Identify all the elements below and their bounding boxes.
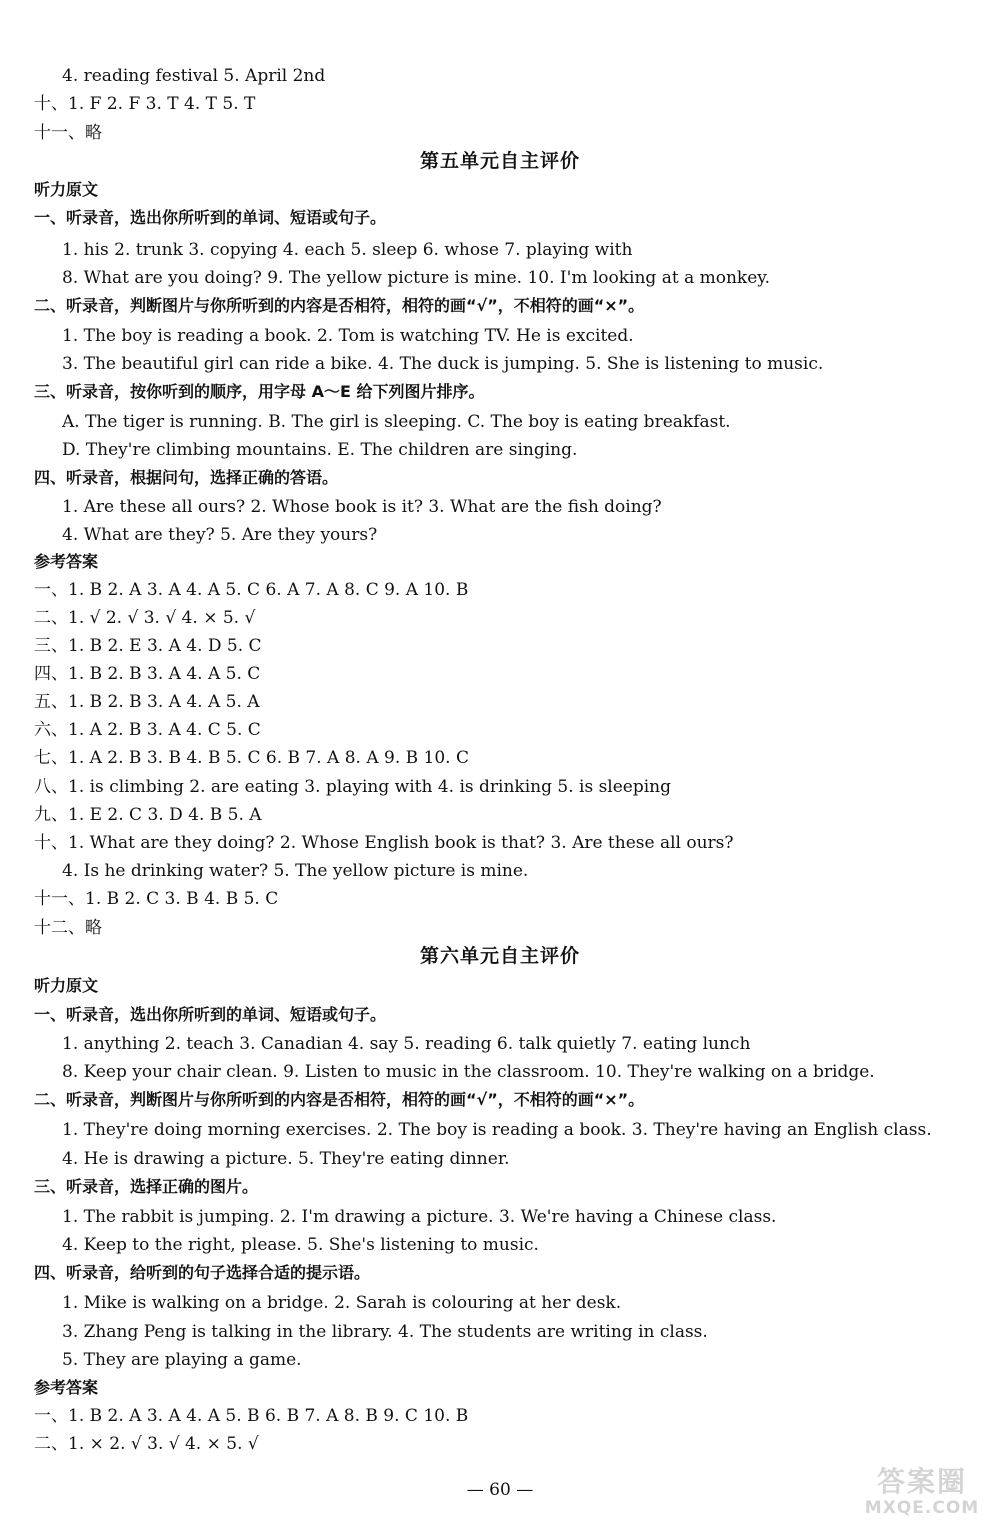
section-heading: 听力原文 (34, 976, 99, 995)
script-line: D. They're climbing mountains. E. The children are singing. (62, 440, 578, 460)
answer-line: 五、1. B 2. B 3. A 4. A 5. A (34, 692, 260, 712)
script-line: 1. They're doing morning exercises. 2. The boy is reading a book. 3. They're having an English class. (62, 1120, 932, 1140)
answer-line: 十一、略 (34, 123, 102, 143)
answer-line: 六、1. A 2. B 3. A 4. C 5. C (34, 720, 261, 740)
section-heading: 二、听录音，判断图片与你所听到的内容是否相符，相符的画“√”，不相符的画“×”。 (34, 1090, 645, 1109)
answer-line: 十二、略 (34, 918, 102, 938)
answer-line: 十一、1. B 2. C 3. B 4. B 5. C (34, 889, 279, 909)
section-heading: 四、听录音，根据问句，选择正确的答语。 (34, 468, 339, 487)
answer-line: 一、1. B 2. A 3. A 4. A 5. B 6. B 7. A 8. B 9. C 10. B (34, 1406, 469, 1426)
section-heading: 参考答案 (34, 552, 99, 571)
script-line: A. The tiger is running. B. The girl is sleeping. C. The boy is eating breakfast. (62, 412, 731, 432)
script-line: 5. They are playing a game. (62, 1350, 302, 1370)
script-line: 3. The beautiful girl can ride a bike. 4. The duck is jumping. 5. She is listening to music. (62, 354, 824, 374)
script-line: 4. Keep to the right, please. 5. She's listening to music. (62, 1235, 539, 1255)
script-line: 4. What are they? 5. Are they yours? (62, 525, 378, 545)
section-heading: 二、听录音，判断图片与你所听到的内容是否相符，相符的画“√”，不相符的画“×”。 (34, 296, 645, 315)
script-line: 1. Mike is walking on a bridge. 2. Sarah is colouring at her desk. (62, 1293, 622, 1313)
section-heading: 三、听录音，按你听到的顺序，用字母 A～E 给下列图片排序。 (34, 382, 485, 401)
script-line: 1. The rabbit is jumping. 2. I'm drawing a picture. 3. We're having a Chinese class. (62, 1207, 777, 1227)
section-heading: 参考答案 (34, 1378, 99, 1397)
section-heading: 一、听录音，选出你所听到的单词、短语或句子。 (34, 1005, 387, 1024)
script-line: 1. his 2. trunk 3. copying 4. each 5. sleep 6. whose 7. playing with (62, 240, 633, 260)
script-line: 1. Are these all ours? 2. Whose book is it? 3. What are the fish doing? (62, 497, 662, 517)
answer-line: 九、1. E 2. C 3. D 4. B 5. A (34, 805, 262, 825)
answer-line: 十、1. What are they doing? 2. Whose English book is that? 3. Are these all ours? (34, 833, 734, 853)
script-line: 8. What are you doing? 9. The yellow picture is mine. 10. I'm looking at a monkey. (62, 268, 771, 288)
answer-line: 二、1. √ 2. √ 3. √ 4. × 5. √ (34, 608, 256, 628)
section-heading: 四、听录音，给听到的句子选择合适的提示语。 (34, 1263, 371, 1282)
script-line: 4. reading festival 5. April 2nd (62, 66, 326, 86)
script-line: 8. Keep your chair clean. 9. Listen to music in the classroom. 10. They're walking on a bridge. (62, 1062, 875, 1082)
script-line: 4. He is drawing a picture. 5. They're eating dinner. (62, 1149, 510, 1169)
answer-line: 八、1. is climbing 2. are eating 3. playing with 4. is drinking 5. is sleeping (34, 777, 672, 797)
watermark-url: MXQE.COM (864, 1498, 980, 1518)
section-heading: 一、听录音，选出你所听到的单词、短语或句子。 (34, 208, 387, 227)
answer-line: 一、1. B 2. A 3. A 4. A 5. C 6. A 7. A 8. C 9. A 10. B (34, 580, 469, 600)
section-title: 第六单元自主评价 (419, 945, 580, 967)
script-line: 1. anything 2. teach 3. Canadian 4. say 5. reading 6. talk quietly 7. eating lunch (62, 1034, 751, 1054)
script-line: 1. The boy is reading a book. 2. Tom is watching TV. He is excited. (62, 326, 634, 346)
answer-line: 三、1. B 2. E 3. A 4. D 5. C (34, 636, 262, 656)
page-number: — 60 — (466, 1480, 534, 1500)
answer-line: 十、1. F 2. F 3. T 4. T 5. T (34, 94, 256, 114)
answer-line: 七、1. A 2. B 3. B 4. B 5. C 6. B 7. A 8. A 9. B 10. C (34, 748, 469, 768)
section-title: 第五单元自主评价 (419, 150, 580, 172)
site-watermark (860, 1466, 984, 1522)
section-heading: 三、听录音，选择正确的图片。 (34, 1177, 259, 1196)
answer-line: 四、1. B 2. B 3. A 4. A 5. C (34, 664, 261, 684)
section-heading: 听力原文 (34, 180, 99, 199)
answer-line: 二、1. × 2. √ 3. √ 4. × 5. √ (34, 1434, 259, 1454)
script-line: 4. Is he drinking water? 5. The yellow picture is mine. (62, 861, 529, 881)
watermark-logo-text: 答案圈 (876, 1465, 967, 1498)
script-line: 3. Zhang Peng is talking in the library. 4. The students are writing in class. (62, 1322, 708, 1342)
